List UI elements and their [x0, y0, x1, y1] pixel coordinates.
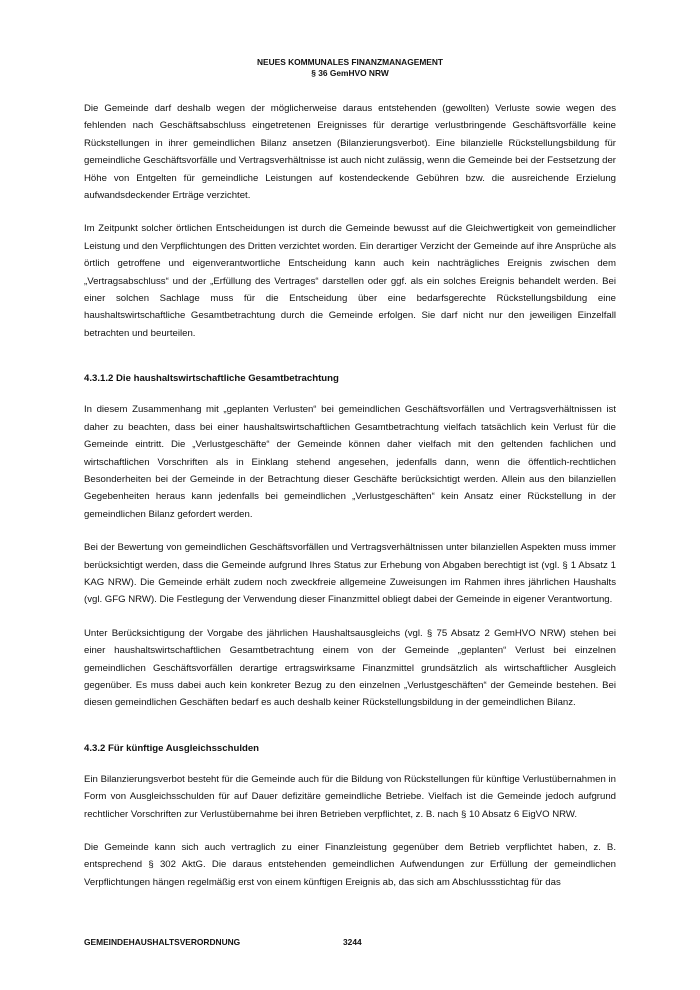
paragraph: Die Gemeinde darf deshalb wegen der möglicherweise daraus entstehenden (gewollten) Verluste sowie wegen des fehlenden nach Geschäftsabschluss eingetretenen Ereignisses für derartige verlustbringende Geschäftsvorfälle keine Rückstellungen in ihrer gemeindlichen Bilanz ansetzen (Bilanzierungsverbot). Eine bilanzielle Rückstellungsbildung für gemeindliche Geschäftsvorfälle und Vertragsverhältnisse ist auch nicht zulässig, wenn die Gemeinde bei der Festsetzung der Höhe von Entgelten für gemeindliche Leistungen auf kostendeckende Gebühren bzw. die ausreichende Erzielung aufwandsdeckender Erträge verzichtet.	[84, 103, 616, 202]
paragraph: Unter Berücksichtigung der Vorgabe des jährlichen Haushaltsausgleichs (vgl. § 75 Absatz 2 GemHVO NRW) stehen bei einer haushaltswirtschaftlichen Gesamtbetrachtung einem von der Gemeinde „geplanten“ Verlust bei einzelnen gemeindlichen Geschäftsvorfällen derartige ertragswirksame Finanzmittel grundsätzlich als wirtschaftlicher Ausgleich gegenüber. Es muss dabei auch kein konkreter Bezug zu den einzelnen „Verlustgeschäften“ der Gemeinde bestehen. Bei diesen gemeindlichen Geschäften bedarf es auch deshalb keiner Rückstellungsbildung in der gemeindlichen Bilanz.	[84, 627, 616, 709]
header-title: NEUES KOMMUNALES FINANZMANAGEMENT	[256, 57, 444, 67]
paragraph: Ein Bilanzierungsverbot besteht für die Gemeinde auch für die Bildung von Rückstellungen für künftige Verlustübernahmen in Form von Ausgleichsschulden für auf Dauer defizitäre gemeindliche Betriebe. Vielfach ist die Gemeinde jedoch aufgrund rechtlicher Vorschriften zur Verlustübernahme bei ihren Betrieben verpflichtet, z. B. nach § 10 Absatz 6 EigVO NRW.	[84, 773, 616, 820]
section-heading: 4.3.2 Für künftige Ausgleichsschulden	[84, 742, 260, 754]
document-body	[84, 100, 616, 907]
paragraph: Bei der Bewertung von gemeindlichen Geschäftsvorfällen und Vertragsverhältnissen unter bilanziellen Aspekten muss immer berücksichtigt werden, dass die Gemeinde aufgrund Ihres Status zur Erhebung von Abgaben berechtigt ist (vgl. § 1 Absatz 1 KAG NRW). Die Gemeinde erhält zudem noch zweckfreie allgemeine Zuweisungen im Rahmen ihres jährlichen Haushalts (vgl. GFG NRW). Die Festlegung der Verwendung dieser Finanzmittel obliegt dabei der Gemeinde in eigener Verantwortung.	[84, 542, 616, 606]
section-heading: 4.3.1.2 Die haushaltswirtschaftliche Gesamtbetrachtung	[84, 373, 339, 385]
page-number: 3244	[343, 937, 362, 947]
footer-title: GEMEINDEHAUSHALTSVERORDNUNG	[84, 937, 241, 947]
header-subtitle: § 36 GemHVO NRW	[311, 68, 389, 78]
paragraph: Im Zeitpunkt solcher örtlichen Entscheidungen ist durch die Gemeinde bewusst auf die Gleichwertigkeit von gemeindlicher Leistung und den Verpflichtungen des Dritten verzichtet worden. Ein derartiger Verzicht der Gemeinde auf ihre Ansprüche als örtlich getroffene und eigenverantwortliche Entscheidung kann auch kein nachträgliches Ereignis zwischen dem „Vertragsabschluss“ und der „Erfüllung des Vertrages“ darstellen oder ggf. als ein solches Ereignis behandelt werden. Bei einer solchen Sachlage muss für die Entscheidung über eine bedarfsgerechte Rückstellungsbildung eine haushaltswirtschaftliche Gesamtbetrachtung durch die Gemeinde erfolgen. Sie darf nicht nur den jeweiligen Einzelfall betrachten und beurteilen.	[84, 223, 616, 339]
page-header	[0, 57, 700, 79]
paragraph: Die Gemeinde kann sich auch vertraglich zu einer Finanzleistung gegenüber dem Betrieb verpflichtet haben, z. B. entsprechend § 302 AktG. Die daraus entstehenden gemeindlichen Aufwendungen zur Erfüllung der gemeindlichen Verpflichtungen hängen regelmäßig erst von einem künftigen Ereignis ab, das sich am Abschlussstichtag für das	[84, 842, 616, 888]
paragraph: In diesem Zusammenhang mit „geplanten Verlusten“ bei gemeindlichen Geschäftsvorfällen und Vertragsverhältnissen ist daher zu beachten, dass bei einer haushaltswirtschaftlichen Gesamtbetrachtung vielfach tatsächlich kein Verlust für die Gemeinde eintritt. Die „Verlustgeschäfte“ der Gemeinde können daher vielfach mit den geltenden fachlichen und wirtschaftlichen Vorschriften als in Einklang stehend angesehen, jedenfalls dann, wenn die öffentlich-rechtlichen Besonderheiten bei der Gemeinde in der Betrachtung dieser Geschäfte berücksichtigt werden. Allein aus den bilanziellen Gegebenheiten heraus kann jedenfalls bei gemeindlichen „Verlustgeschäften“ kein Ansatz einer Rückstellung in der gemeindlichen Bilanz gefordert werden.	[84, 404, 616, 520]
